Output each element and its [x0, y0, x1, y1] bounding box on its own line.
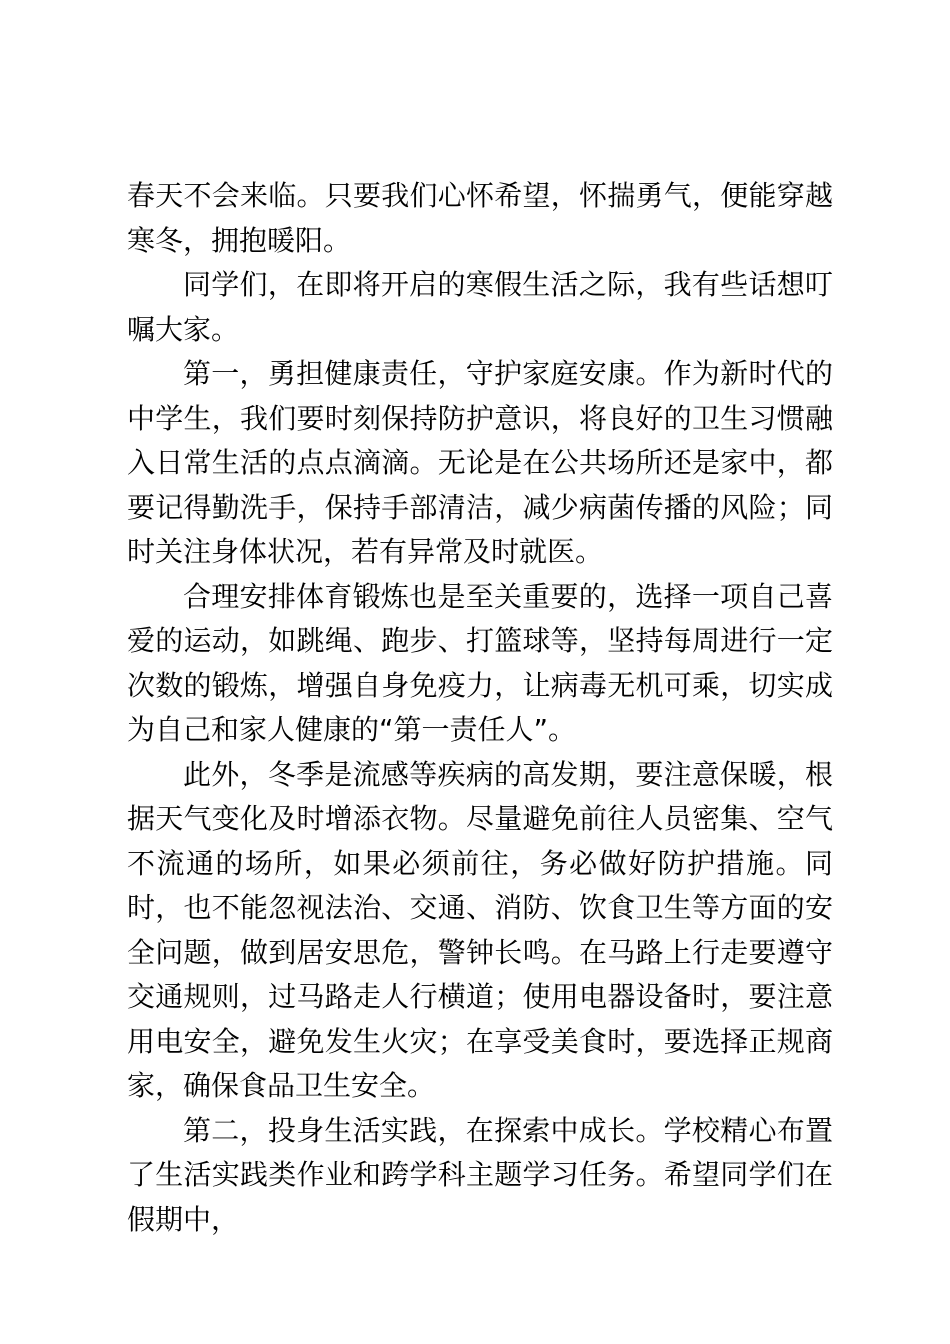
- paragraph-greeting: 同学们，在即将开启的寒假生活之际，我有些话想叮嘱大家。: [127, 268, 833, 346]
- paragraph-continuation: 春天不会来临。只要我们心怀希望，怀揣勇气，便能穿越寒冬，拥抱暖阳。: [127, 179, 833, 257]
- paragraph-exercise: 合理安排体育锻炼也是至关重要的，选择一项自己喜爱的运动，如跳绳、跑步、打篮球等，坚持每周进行一定次数的锻炼，增强自身免疫力，让病毒无机可乘，切实成为自己和家人健康的“第一责任人”。: [127, 579, 833, 746]
- paragraph-second-point: 第二，投身生活实践，在探索中成长。学校精心布置了生活实践类作业和跨学科主题学习任务。希望同学们在假期中，: [127, 1113, 833, 1236]
- document-body: [127, 174, 833, 1242]
- paragraph-winter-safety: 此外，冬季是流感等疾病的高发期，要注意保暖，根据天气变化及时增添衣物。尽量避免前往人员密集、空气不流通的场所，如果必须前往，务必做好防护措施。同时，也不能忽视法治、交通、消防、饮食卫生等方面的安全问题，做到居安思危，警钟长鸣。在马路上行走要遵守交通规则，过马路走人行横道；使用电器设备时，要注意用电安全，避免发生火灾；在享受美食时，要选择正规商家，确保食品卫生安全。: [127, 757, 833, 1102]
- paragraph-first-point: 第一，勇担健康责任，守护家庭安康。作为新时代的中学生，我们要时刻保持防护意识，将良好的卫生习惯融入日常生活的点点滴滴。无论是在公共场所还是家中，都要记得勤洗手，保持手部清洁，减少病菌传播的风险；同时关注身体状况，若有异常及时就医。: [127, 357, 833, 568]
